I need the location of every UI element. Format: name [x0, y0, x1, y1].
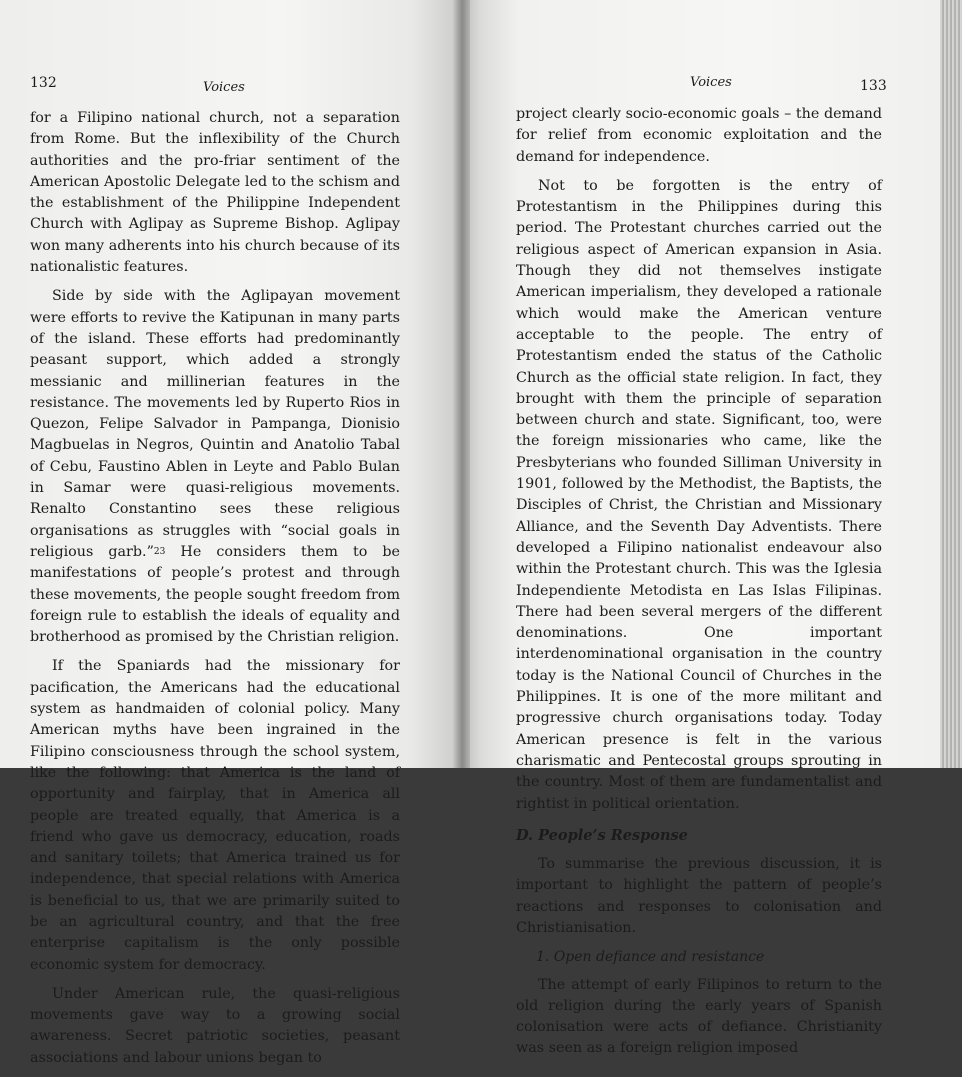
right-page-body: [516, 104, 882, 1068]
subsection-heading: 1. Open defiance and resistance: [536, 949, 765, 966]
paragraph-text: He considers them to be manifestations of people’s protest and through these movements, the people sought freedom from foreign rule to establish the ideals of equality and brotherhood as promised by the Christian religion.: [30, 543, 400, 646]
footnote-ref: 23: [153, 546, 166, 557]
left-page-body: [30, 108, 400, 1077]
paragraph: The attempt of early Filipinos to return to the old religion during the early years of Spanish colonisation were acts of defiance. Christianity was seen as a foreign religion imposed: [516, 976, 882, 1057]
page-edges: [940, 0, 962, 768]
paragraph: If the Spaniards had the missionary for pacification, the Americans had the educational system as handmaiden of colonial policy. Many American myths have been ingrained in the Filipino consciousness through the school system, like the following: that America is the land of opportunity and fairplay, that in America all people are treated equally, that America is a friend who gave us democracy, education, roads and sanitary toilets; that America trained us for independence, that special relations with America is beneficial to us, that we are primarily suited to be an agricultural country, and that the free enterprise capitalism is the only possible economic system for democracy.: [30, 658, 400, 973]
gutter-shadow: [452, 0, 470, 768]
right-page: [462, 0, 942, 1057]
section-heading: D. People’s Response: [516, 826, 688, 844]
running-head: Voices: [690, 75, 732, 90]
paragraph: [30, 286, 400, 648]
paragraph: Not to be forgotten is the entry of Protestantism in the Philippines during this period. The Protestant churches carried out the religious aspect of American expansion in Asia. Though they did not themselves instigate American imperialism, they developed a rationale which would make the American venture acceptable to the people. The entry of Protestantism ended the status of the Catholic Church as the official state religion. In fact, they brought with them the principle of separation between church and state. Significant, too, were the foreign missionaries who came, like the Presbyterians who founded Silliman University in 1901, followed by the Methodist, the Baptists, the Disciples of Christ, the Christian and Missionary Alliance, and the Seventh Day Adventists. There developed a Filipino nationalist endeavour also within the Protestant church. This was the Iglesia Independiente Metodista en Las Islas Filipinas. There had been several mergers of the different denominations. One important interdenominational organisation in the country today is the National Council of Churches in the Philippines. It is one of the more militant and progressive church organisations today. Today American presence is felt in the various charismatic and Pentecostal groups sprouting in the country. Most of them are fundamentalist and rightist in political orientation.: [516, 177, 882, 812]
page-number: 133: [860, 78, 887, 94]
left-page: [0, 0, 468, 1066]
paragraph: To summarise the previous discussion, it is important to highlight the pattern of people’s reactions and responses to colonisation and Christianisation.: [516, 856, 882, 936]
paragraph: Under American rule, the quasi-religious movements gave way to a growing social awareness. Secret patriotic societies, peasant associations and labour unions began to: [30, 985, 400, 1066]
page-number: 132: [30, 75, 57, 91]
paragraph: for a Filipino national church, not a separation from Rome. But the inflexibility of the Church authorities and the pro-friar sentiment of the American Apostolic Delegate led to the schism and the establishment of the Philippine Independent Church with Aglipay as Supreme Bishop. Aglipay won many adherents into his church because of its nationalistic features.: [30, 110, 400, 276]
paragraph-text: Side by side with the Aglipayan movement were efforts to revive the Katipunan in many parts of the island. These efforts had predominantly peasant support, which added a strongly messianic and millinerian features in the resistance. The movements led by Ruperto Rios in Quezon, Felipe Salvador in Pampanga, Dionisio Magbuelas in Negros, Quintin and Anatolio Tabal of Cebu, Faustino Ablen in Leyte and Pablo Bulan in Samar were quasi-religious movements. Renalto Constantino sees these religious organisations as struggles with “social goals in religious garb.”: [30, 288, 400, 560]
running-head: Voices: [203, 80, 245, 95]
paragraph: project clearly socio-economic goals – the demand for relief from economic exploitation and the demand for independence.: [516, 106, 882, 165]
